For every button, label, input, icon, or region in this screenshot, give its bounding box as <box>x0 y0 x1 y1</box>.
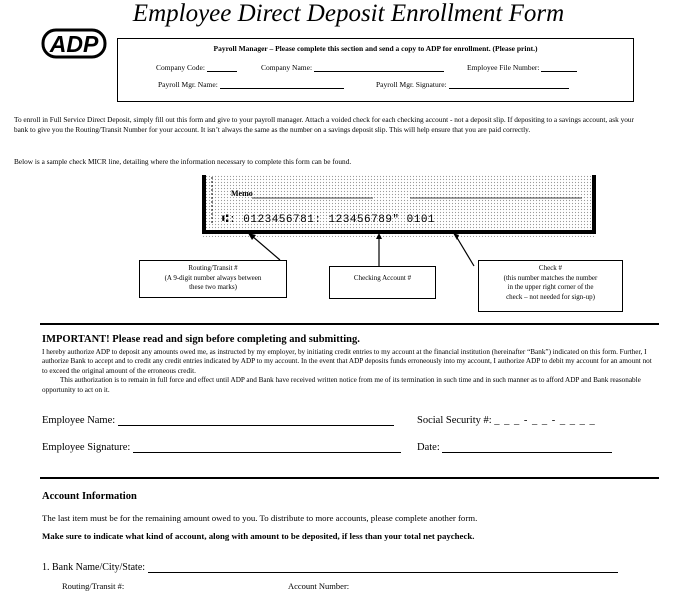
micr-line: ⑆: 0123456781: 123456789" 0101 <box>222 214 436 226</box>
routing-number-label: Routing/Transit #: <box>62 581 125 591</box>
company-code-label: Company Code: <box>156 63 205 72</box>
adp-logo <box>40 26 108 62</box>
employee-file-number-field[interactable] <box>541 63 577 72</box>
sample-check-intro: Below is a sample check MICR line, detailing where the information necessary to complete this form can be found. <box>14 157 352 166</box>
memo-label: Memo <box>231 189 253 198</box>
divider-bottom <box>40 477 659 479</box>
checking-callout: Checking Account # <box>329 266 436 299</box>
important-heading: IMPORTANT! Please read and sign before completing and submitting. <box>42 334 360 345</box>
check-number-callout: Check # (this number matches the number in the upper right corner of the check – not needed for sign-up) <box>478 260 623 312</box>
employee-name-field[interactable] <box>118 417 394 426</box>
date-label: Date: <box>417 442 440 453</box>
payroll-section-heading: Payroll Manager – Please complete this section and send a copy to ADP for enrollment. (Please print.) <box>213 44 538 53</box>
payroll-mgr-name-label: Payroll Mgr. Name: <box>158 80 218 89</box>
account-number-label: Account Number: <box>288 581 350 591</box>
company-name-field[interactable] <box>314 63 444 72</box>
routing-arrow <box>252 236 280 260</box>
bank-name-label: 1. Bank Name/City/State: <box>42 562 146 573</box>
account-info-line-2: Make sure to indicate what kind of account, along with amount to be deposited, if less than your total net paycheck. <box>42 531 475 541</box>
form-title: Employee Direct Deposit Enrollment Form <box>132 0 565 27</box>
account-info-heading: Account Information <box>42 491 137 502</box>
payroll-mgr-signature-label: Payroll Mgr. Signature: <box>376 80 447 89</box>
authorization-paragraph-1: I hereby authorize ADP to deposit any amounts owed me, as instructed by my employer, by initiating credit entries to my account at the financial institution (hereinafter “Bank”) indicated on this form. Further, I authorize Bank to accept and to credit any credit entries indicated by ADP to my account. In the event that ADP deposits funds erroneously into my account, I authorize ADP to debit my account for an amount not to exceed the original amount of the erroneous credit. <box>42 348 652 375</box>
payroll-mgr-name-field[interactable] <box>220 80 344 89</box>
employee-name-label: Employee Name: <box>42 415 116 426</box>
employee-signature-field[interactable] <box>133 444 401 453</box>
payroll-manager-section <box>117 38 634 102</box>
check-number-arrow <box>456 236 474 266</box>
authorization-text <box>42 348 658 395</box>
divider-top <box>40 323 659 325</box>
ssn-field[interactable]: _ _ _ - _ _ - _ _ _ _ <box>494 415 596 426</box>
employee-file-number-label: Employee File Number: <box>467 63 540 72</box>
employee-signature-label: Employee Signature: <box>42 442 131 453</box>
account-info-line-1: The last item must be for the remaining amount owed to you. To distribute to more accounts, please complete another form. <box>42 513 478 523</box>
bank-name-field[interactable] <box>148 564 618 573</box>
authorization-paragraph-2: This authorization is to remain in full force and effect until ADP and Bank have received written notice from me of its termination in such time and in such manner as to afford ADP and Bank reasonable opportunity to act on it. <box>42 376 641 394</box>
date-field[interactable] <box>442 444 612 453</box>
routing-callout: Routing/Transit # (A 9-digit number always between these two marks) <box>139 260 287 298</box>
company-code-field[interactable] <box>207 63 237 72</box>
intro-paragraph: To enroll in Full Service Direct Deposit, simply fill out this form and give to your payroll manager. Attach a voided check for each checking account - not a deposit slip. If depositing to a savings account, ask your bank to give you the Routing/Transit Number for your account. It isn’t always the same as the number on a savings deposit slip. This will help ensure that you are paid correctly. <box>14 115 634 134</box>
ssn-label: Social Security #: <box>417 415 492 426</box>
adp-logo-text: ADP <box>49 31 99 57</box>
payroll-mgr-signature-field[interactable] <box>449 80 569 89</box>
company-name-label: Company Name: <box>261 63 313 72</box>
